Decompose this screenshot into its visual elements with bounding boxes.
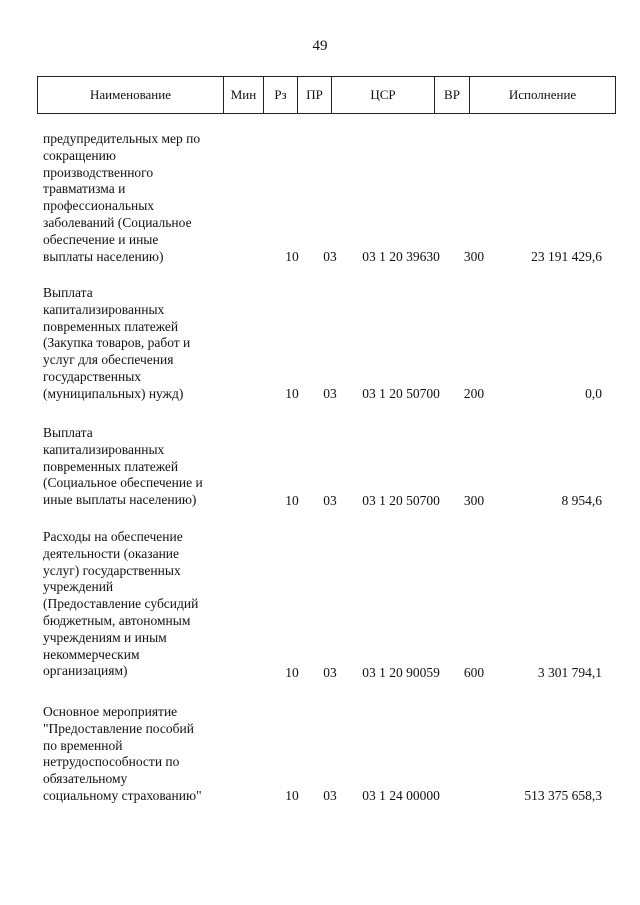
row-pr: 03 [323,493,337,508]
row-name: Выплата капитализированных повременных платежей (Социальное обеспечение и иные выплаты населению) [43,425,203,508]
row-name: Расходы на обеспечение деятельности (оказание услуг) государственных учреждений (Предоставление субсидий бюджетным, автономным учреждениям и иным некоммерческим организациям) [43,529,199,679]
row-rz: 10 [285,493,299,508]
page-number: 49 [312,38,328,54]
row-name: предупредительных мер по сокращению производственного травматизма и профессиональных заболеваний (Социальное обеспечение и иные выплаты населению) [43,131,201,264]
row-csr: 03 1 24 00000 [362,788,440,803]
row-csr: 03 1 20 39630 [362,249,440,264]
row-exec: 3 301 794,1 [537,665,602,680]
row-name: Выплата капитализированных повременных платежей (Закупка товаров, работ и услуг для обеспечения государственных (муниципальных) нужд) [43,285,191,401]
row-vr: 300 [463,493,485,508]
row-rz: 10 [285,249,299,264]
row-exec: 0,0 [585,386,602,401]
header-vr: ВР [435,77,470,114]
header-exec: Исполнение [470,77,616,114]
row-name: Основное мероприятие "Предоставление пособий по временной нетрудоспособности по обязательному социальному страхованию" [43,704,202,803]
header-min: Мин [224,77,264,114]
row-rz: 10 [285,788,299,803]
row-rz: 10 [285,386,299,401]
row-pr: 03 [323,665,337,680]
row-exec: 23 191 429,6 [531,249,602,264]
row-csr: 03 1 20 90059 [362,665,440,680]
row-pr: 03 [323,249,337,264]
row-vr: 300 [463,249,485,264]
header-csr: ЦСР [332,77,435,114]
header-pr: ПР [298,77,332,114]
header-name: Наименование [38,77,224,114]
row-pr: 03 [323,788,337,803]
row-rz: 10 [285,665,299,680]
row-csr: 03 1 20 50700 [362,493,440,508]
header-rz: Рз [264,77,298,114]
row-exec: 8 954,6 [561,493,602,508]
row-exec: 513 375 658,3 [524,788,602,803]
row-pr: 03 [323,386,337,401]
row-vr: 200 [463,386,485,401]
row-csr: 03 1 20 50700 [362,386,440,401]
row-vr: 600 [463,665,485,680]
